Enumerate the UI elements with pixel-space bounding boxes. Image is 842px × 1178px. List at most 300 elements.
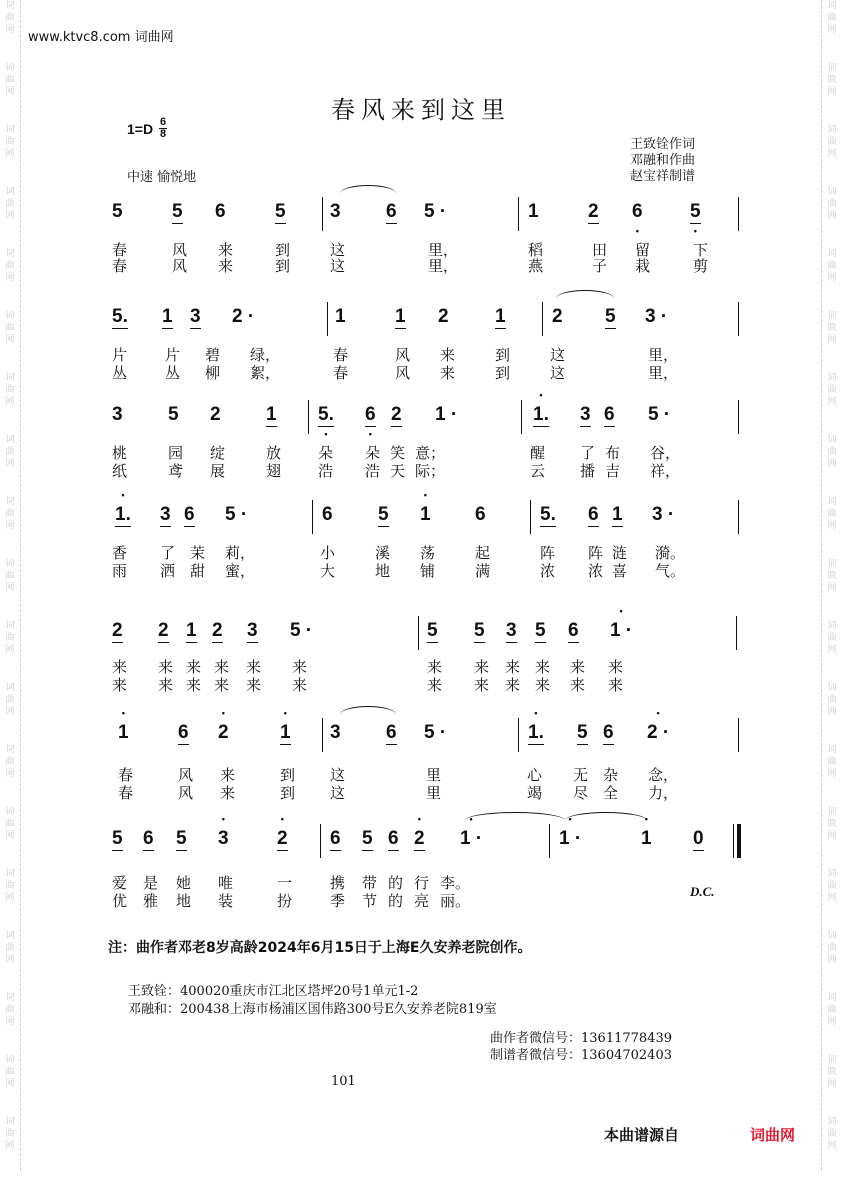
da-capo-marking: D.C. xyxy=(690,884,715,899)
lyric-syllable: 来 xyxy=(535,658,551,676)
note-row xyxy=(0,504,842,528)
watermark-text: 词 曲 网 xyxy=(5,559,15,593)
note: 5. • xyxy=(318,404,334,427)
lyrics-verse-2 xyxy=(0,362,842,380)
lyric-syllable: 亮 xyxy=(414,892,430,910)
lyric-syllable: 朵 xyxy=(365,444,381,462)
lyric-syllable: 纸 xyxy=(112,462,128,480)
lyric-syllable: 来 xyxy=(218,241,234,259)
lyric-syllable: 下 xyxy=(693,241,709,259)
credit-composer: 邓融和作曲 xyxy=(630,153,696,168)
note: 5 xyxy=(605,306,616,327)
barline xyxy=(738,302,739,336)
note: 3 xyxy=(247,620,258,641)
lyric-syllable: 丛 xyxy=(112,364,128,382)
barline xyxy=(322,197,323,231)
lyrics-verse-2 xyxy=(0,255,842,273)
note: 3 xyxy=(580,404,591,425)
note: 0 xyxy=(693,828,704,849)
lyric-syllable: 她 xyxy=(176,874,192,892)
watermark-text: 词 曲 网 xyxy=(5,931,15,965)
lyric-syllable: 阵 xyxy=(588,544,604,562)
lyric-syllable: 力， xyxy=(648,784,679,802)
note: 5 xyxy=(535,620,546,641)
lyric-syllable: 到 xyxy=(275,257,291,275)
site-header[interactable]: www.ktvc8.com 词曲网 xyxy=(28,30,174,45)
watermark-text: 词 曲 网 xyxy=(5,187,15,221)
note: • 1. xyxy=(115,504,131,527)
watermark-text: 词 曲 网 xyxy=(827,1055,837,1089)
note: 6 xyxy=(588,504,599,525)
lyric-syllable: 风 xyxy=(395,364,411,382)
lyric-syllable: 全 xyxy=(603,784,619,802)
lyric-syllable: 风 xyxy=(172,241,188,259)
barline xyxy=(549,824,550,858)
wechat-arranger: 制谱者微信号：13604702403 xyxy=(490,1048,672,1063)
note-row xyxy=(0,201,842,225)
score-system xyxy=(0,820,842,930)
note: 2 xyxy=(212,620,223,641)
watermark-text: 词 曲 网 xyxy=(5,435,15,469)
lyric-syllable: 春 xyxy=(112,257,128,275)
lyric-syllable: 来 xyxy=(112,676,128,694)
address-lyricist: 王致铨：400020重庆市江北区塔坪20号1单元1-2 xyxy=(128,984,419,999)
note: 5 · xyxy=(424,722,447,743)
lyric-syllable: 风 xyxy=(395,346,411,364)
lyric-syllable: 起 xyxy=(475,544,491,562)
lyric-syllable: 来 xyxy=(158,658,174,676)
note: 6 xyxy=(603,722,614,743)
lyric-syllable: 意； xyxy=(415,444,446,462)
lyric-syllable: 这 xyxy=(330,766,346,784)
lyric-syllable: 笑 xyxy=(390,444,406,462)
watermark-text: 词 曲 网 xyxy=(5,311,15,345)
barline xyxy=(418,616,419,650)
lyric-syllable: 鸢 xyxy=(168,462,184,480)
lyric-syllable: 里 xyxy=(426,784,442,802)
watermark-text: 词 曲 网 xyxy=(827,1,837,35)
page-number: 101 xyxy=(331,1074,356,1089)
lyric-syllable: 来 xyxy=(186,658,202,676)
source-label: 本曲谱源自 xyxy=(604,1126,680,1144)
note: 6 • xyxy=(632,201,643,223)
watermark-text: 词 曲 网 xyxy=(827,1117,837,1151)
note: 3 xyxy=(112,404,123,425)
note: 1 xyxy=(495,306,506,327)
watermark-text: 词 曲 网 xyxy=(5,683,15,717)
barline xyxy=(308,400,309,434)
lyric-syllable: 到 xyxy=(280,766,296,784)
watermark-text: 词 曲 网 xyxy=(5,869,15,903)
lyric-syllable: 田 xyxy=(592,241,608,259)
lyric-syllable: 来 xyxy=(474,658,490,676)
note: 5 · xyxy=(424,201,447,222)
lyric-syllable: 片 xyxy=(165,346,181,364)
note: 3 xyxy=(160,504,171,525)
lyric-syllable: 风 xyxy=(178,784,194,802)
lyric-syllable: 莉， xyxy=(225,544,256,562)
credits xyxy=(630,137,695,185)
lyric-syllable: 来 xyxy=(570,676,586,694)
score-system xyxy=(0,714,842,824)
lyric-syllable: 剪 xyxy=(693,257,709,275)
footnote: 注：曲作者邓老8岁高龄2024年6月15日于上海E久安养老院创作。 xyxy=(108,940,532,956)
lyric-syllable: 雨 xyxy=(112,562,128,580)
lyric-syllable: 香 xyxy=(112,544,128,562)
lyric-syllable: 风 xyxy=(172,257,188,275)
note: 1 xyxy=(186,620,197,641)
lyric-syllable: 絮， xyxy=(250,364,281,382)
lyric-syllable: 喜 xyxy=(612,562,628,580)
note: • 1 · xyxy=(460,828,482,850)
lyric-syllable: 了 xyxy=(160,544,176,562)
lyric-syllable: 丽。 xyxy=(440,892,471,910)
slur xyxy=(465,812,565,829)
lyric-syllable: 谷， xyxy=(650,444,681,462)
note: 5 xyxy=(362,828,373,849)
watermark-text: 词 曲 网 xyxy=(5,63,15,97)
lyric-syllable: 来 xyxy=(535,676,551,694)
note: 2 xyxy=(588,201,599,222)
note: 6 xyxy=(143,828,154,849)
lyric-syllable: 里， xyxy=(428,257,459,275)
note: 1 xyxy=(162,306,173,327)
lyric-syllable: 铺 xyxy=(420,562,436,580)
note: 5 • xyxy=(690,201,701,224)
lyric-syllable: 来 xyxy=(427,658,443,676)
lyric-syllable: 扮 xyxy=(277,892,293,910)
note: 3 xyxy=(190,306,201,327)
lyric-syllable: 春 xyxy=(333,364,349,382)
note: • 1. xyxy=(528,722,544,745)
note: • 2 xyxy=(414,828,425,851)
lyric-syllable: 翅 xyxy=(266,462,282,480)
lyric-syllable: 柳 xyxy=(205,364,221,382)
watermark-text: 词 曲 网 xyxy=(827,63,837,97)
lyric-syllable: 来 xyxy=(158,676,174,694)
note: 6 xyxy=(184,504,195,525)
lyric-syllable: 醒 xyxy=(530,444,546,462)
lyric-syllable: 地 xyxy=(176,892,192,910)
lyric-syllable: 满 xyxy=(475,562,491,580)
lyric-syllable: 燕 xyxy=(528,257,544,275)
time-signature xyxy=(159,117,167,140)
lyric-syllable: 绿， xyxy=(250,346,281,364)
watermark-text: 词 曲 网 xyxy=(827,683,837,717)
watermark-text: 词 曲 网 xyxy=(5,807,15,841)
watermark-text: 词 曲 网 xyxy=(827,497,837,531)
watermark-text: 词 曲 网 xyxy=(5,993,15,1027)
lyric-syllable: 到 xyxy=(275,241,291,259)
lyric-syllable: 际； xyxy=(415,462,446,480)
key-label: 1=D xyxy=(127,120,154,137)
lyric-syllable: 浩 xyxy=(318,462,334,480)
lyric-syllable: 春 xyxy=(118,784,134,802)
lyric-syllable: 春 xyxy=(118,766,134,784)
lyric-syllable: 无 xyxy=(573,766,589,784)
watermark-text: 词 曲 网 xyxy=(827,373,837,407)
lyric-syllable: 来 xyxy=(246,676,262,694)
watermark-text: 词 曲 网 xyxy=(827,559,837,593)
lyric-syllable: 蜜， xyxy=(225,562,256,580)
watermark-text: 词 曲 网 xyxy=(827,435,837,469)
lyric-syllable: 春 xyxy=(112,241,128,259)
lyric-syllable: 杂 xyxy=(603,766,619,784)
note: • 1 · xyxy=(559,828,581,850)
tempo-marking: 中速 愉悦地 xyxy=(127,170,197,185)
barline xyxy=(521,400,522,434)
note: 5. xyxy=(540,504,556,525)
lyric-syllable: 大 xyxy=(320,562,336,580)
note: 6 xyxy=(178,722,189,743)
note: • 2 xyxy=(277,828,288,851)
lyric-syllable: 心 xyxy=(527,766,543,784)
barline xyxy=(518,197,519,231)
lyric-syllable: 洒 xyxy=(160,562,176,580)
note: 5 xyxy=(168,404,179,425)
note: 1 xyxy=(612,504,623,525)
note: 5 xyxy=(112,828,123,849)
lyric-syllable: 到 xyxy=(495,364,511,382)
lyric-syllable: 来 xyxy=(570,658,586,676)
lyric-syllable: 李。 xyxy=(440,874,471,892)
note: 1 xyxy=(528,201,539,222)
note: 6 xyxy=(386,201,397,222)
lyric-syllable: 尽 xyxy=(573,784,589,802)
lyric-syllable: 园 xyxy=(168,444,184,462)
note: 5 xyxy=(427,620,438,641)
score-system xyxy=(0,612,842,722)
lyric-syllable: 来 xyxy=(440,364,456,382)
barline xyxy=(518,718,519,752)
note: • 1 · xyxy=(610,620,632,642)
watermark-text: 词 曲 网 xyxy=(5,497,15,531)
note: • 1 xyxy=(118,722,129,744)
lyric-syllable: 来 xyxy=(440,346,456,364)
lyric-syllable: 唯 xyxy=(218,874,234,892)
lyric-syllable: 碧 xyxy=(205,346,221,364)
note: 3 · xyxy=(645,306,668,327)
score-system xyxy=(0,193,842,303)
lyric-syllable: 里， xyxy=(648,346,679,364)
lyric-syllable: 里， xyxy=(428,241,459,259)
lyrics-verse-1 xyxy=(0,442,842,460)
lyric-syllable: 带 xyxy=(362,874,378,892)
note: • 1 xyxy=(420,504,431,526)
lyrics-verse-1 xyxy=(0,344,842,362)
watermark-text: 词 曲 网 xyxy=(5,1055,15,1089)
lyric-syllable: 一 xyxy=(277,874,293,892)
lyric-syllable: 小 xyxy=(320,544,336,562)
lyric-syllable: 这 xyxy=(330,241,346,259)
note: 5 xyxy=(112,201,123,222)
note: 6 xyxy=(604,404,615,425)
watermark-text: 词 曲 网 xyxy=(827,311,837,345)
barline xyxy=(530,500,531,534)
score-system xyxy=(0,298,842,408)
watermark-text: 词 曲 网 xyxy=(827,807,837,841)
lyric-syllable: 装 xyxy=(218,892,234,910)
note: 5 · xyxy=(290,620,313,641)
score-system xyxy=(0,496,842,606)
watermark-text: 词 曲 网 xyxy=(827,621,837,655)
note: 3 xyxy=(330,722,341,743)
watermark-text: 词 曲 网 xyxy=(5,373,15,407)
note: 2 xyxy=(438,306,449,327)
note: 6 xyxy=(386,722,397,743)
lyrics-verse-1 xyxy=(0,542,842,560)
watermark-text: 词 曲 网 xyxy=(827,249,837,283)
lyric-syllable: 云 xyxy=(530,462,546,480)
slur xyxy=(340,706,396,723)
note-row xyxy=(0,828,842,852)
lyric-syllable: 阵 xyxy=(540,544,556,562)
lyric-syllable: 的 xyxy=(388,874,404,892)
lyric-syllable: 来 xyxy=(214,658,230,676)
time-top: 6 xyxy=(160,116,167,128)
lyric-syllable: 溪 xyxy=(375,544,391,562)
lyric-syllable: 行 xyxy=(414,874,430,892)
note: 2 xyxy=(158,620,169,641)
lyric-syllable: 是 xyxy=(143,874,159,892)
lyric-syllable: 爱 xyxy=(112,874,128,892)
lyric-syllable: 绽 xyxy=(210,444,226,462)
lyric-syllable: 天 xyxy=(390,462,406,480)
slur xyxy=(556,290,614,307)
note: 2 xyxy=(210,404,221,425)
note-row xyxy=(0,722,842,746)
watermark-text: 词 曲 网 xyxy=(5,745,15,779)
lyric-syllable: 荡 xyxy=(420,544,436,562)
lyric-syllable: 浩 xyxy=(365,462,381,480)
lyric-syllable: 桃 xyxy=(112,444,128,462)
barline xyxy=(542,302,543,336)
barline xyxy=(736,616,737,650)
barline xyxy=(738,400,739,434)
lyric-syllable: 这 xyxy=(330,784,346,802)
credit-arranger: 赵宝祥制谱 xyxy=(630,169,696,184)
lyric-syllable: 栽 xyxy=(635,257,651,275)
lyric-syllable: 优 xyxy=(112,892,128,910)
key-signature xyxy=(127,117,167,140)
lyric-syllable: 来 xyxy=(218,257,234,275)
lyric-syllable: 来 xyxy=(474,676,490,694)
barline xyxy=(733,824,734,858)
note: 6 xyxy=(388,828,399,849)
lyric-syllable: 来 xyxy=(608,676,624,694)
note: 6 xyxy=(568,620,579,641)
note-row xyxy=(0,620,842,644)
barline xyxy=(738,197,739,231)
lyric-syllable: 竭 xyxy=(527,784,543,802)
source-site-link[interactable]: 词曲网 xyxy=(750,1126,796,1144)
lyrics-verse-2 xyxy=(0,782,842,800)
lyrics-verse-1 xyxy=(0,872,842,890)
note: 5 xyxy=(378,504,389,525)
final-barline xyxy=(737,824,741,858)
lyric-syllable: 茉 xyxy=(190,544,206,562)
lyric-syllable: 漪。 xyxy=(655,544,686,562)
watermark-text: 词 曲 网 xyxy=(827,745,837,779)
lyric-syllable: 念， xyxy=(648,766,679,784)
lyric-syllable: 携 xyxy=(330,874,346,892)
watermark-text: 词 曲 网 xyxy=(5,621,15,655)
watermark-text: 词 曲 网 xyxy=(5,249,15,283)
note: • 2 · xyxy=(647,722,669,744)
lyric-syllable: 涟 xyxy=(612,544,628,562)
lyric-syllable: 放 xyxy=(266,444,282,462)
slur xyxy=(340,185,396,202)
note: 1 xyxy=(395,306,406,327)
note: • 1. xyxy=(533,404,549,427)
watermark-text: 词 曲 网 xyxy=(5,1,15,35)
lyrics-verse-2 xyxy=(0,560,842,578)
credit-lyricist: 王致铨作词 xyxy=(630,137,696,152)
note: 6 xyxy=(215,201,226,222)
note: 6 xyxy=(475,504,486,525)
note: 5 xyxy=(474,620,485,641)
note: 5. xyxy=(112,306,128,327)
note: 5 xyxy=(577,722,588,743)
lyric-syllable: 子 xyxy=(592,257,608,275)
lyric-syllable: 布 xyxy=(605,444,621,462)
note-row xyxy=(0,404,842,428)
lyric-syllable: 到 xyxy=(280,784,296,802)
address-composer: 邓融和：200438上海市杨浦区国伟路300号E久安养老院819室 xyxy=(128,1002,497,1017)
note: 6 xyxy=(330,828,341,849)
note: 2 xyxy=(552,306,563,327)
lyric-syllable: 这 xyxy=(550,364,566,382)
lyric-syllable: 这 xyxy=(550,346,566,364)
lyric-syllable: 来 xyxy=(292,658,308,676)
lyric-syllable: 来 xyxy=(112,658,128,676)
lyric-syllable: 的 xyxy=(388,892,404,910)
note: 1 xyxy=(266,404,277,425)
lyric-syllable: 来 xyxy=(608,658,624,676)
note-row xyxy=(0,306,842,330)
lyric-syllable: 展 xyxy=(210,462,226,480)
lyrics-verse-2 xyxy=(0,674,842,692)
wechat-composer: 曲作者微信号：13611778439 xyxy=(490,1031,672,1046)
note: • 3 xyxy=(218,828,229,850)
watermark-text: 词 曲 网 xyxy=(827,187,837,221)
lyric-syllable: 稻 xyxy=(528,241,544,259)
lyric-syllable: 留 xyxy=(635,241,651,259)
lyric-syllable: 里， xyxy=(648,364,679,382)
lyrics-verse-1 xyxy=(0,656,842,674)
lyric-syllable: 甜 xyxy=(190,562,206,580)
lyric-syllable: 片 xyxy=(112,346,128,364)
time-bottom: 8 xyxy=(160,128,167,140)
barline xyxy=(738,500,739,534)
lyric-syllable: 播 xyxy=(580,462,596,480)
score-system xyxy=(0,396,842,506)
lyric-syllable: 这 xyxy=(330,257,346,275)
slur xyxy=(565,812,647,829)
note: 2 xyxy=(112,620,123,641)
lyric-syllable: 来 xyxy=(505,676,521,694)
lyric-syllable: 春 xyxy=(333,346,349,364)
note: 5 xyxy=(172,201,183,222)
barline xyxy=(320,824,321,858)
note: 3 xyxy=(506,620,517,641)
lyric-syllable: 来 xyxy=(246,658,262,676)
watermark-text: 词 曲 网 xyxy=(827,993,837,1027)
song-title: 春风来到这里 xyxy=(331,96,511,124)
lyric-syllable: 来 xyxy=(214,676,230,694)
lyrics-verse-2 xyxy=(0,460,842,478)
note: • 2 xyxy=(218,722,229,744)
